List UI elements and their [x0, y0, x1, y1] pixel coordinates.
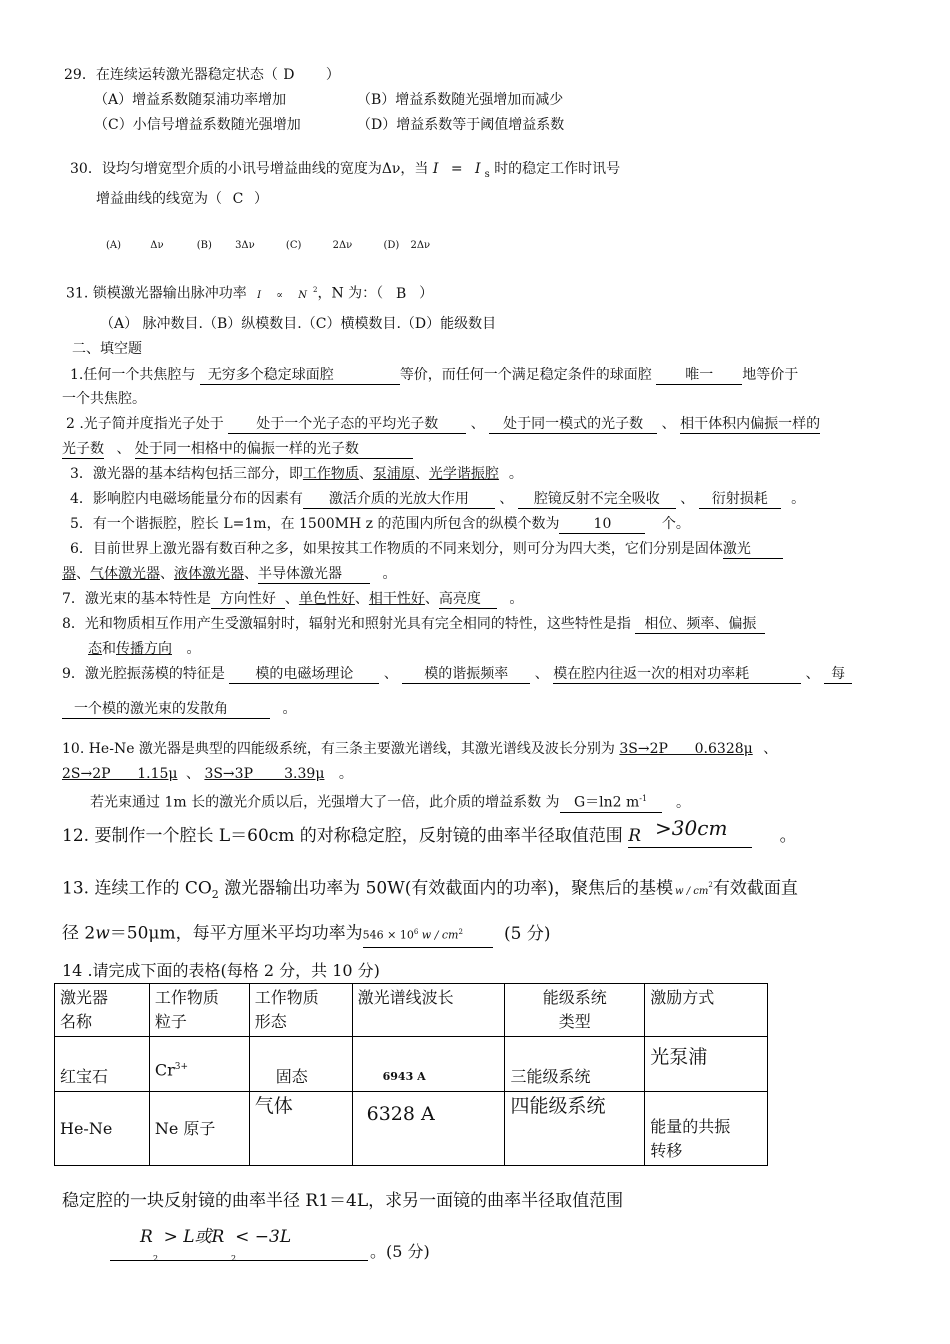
fill-9-answer-1: 模的电磁场理论: [229, 665, 379, 684]
fill-6-text: 6．目前世界上激光器有数百种之多，如果按其工作物质的不同来划分，则可分为四大类，它们分别是固体: [70, 541, 723, 557]
q30-stem-line2: [96, 190, 268, 208]
fill-13-sub: 2: [211, 888, 219, 902]
table-cell: 6943 A: [352, 1037, 505, 1092]
table-cell: He-Ne: [55, 1092, 150, 1166]
fill-11-end: 。: [676, 794, 690, 811]
q30-option-c-value: 2Δν: [332, 240, 353, 251]
fill-10-end: 。: [338, 766, 353, 782]
fill-15-answer: [140, 1226, 291, 1248]
fill-2-answer-3: 相干体积内偏振一样的: [680, 416, 821, 432]
fill-9-answer-3: 模在腔内往返一次的相对功率耗: [553, 665, 801, 684]
fill-10-answer-1: 3S→2P 0.6328μ: [619, 741, 753, 757]
fill-12-answer: >30cm: [655, 816, 728, 840]
fill-8-answer-1: 相位、频率、偏振: [635, 615, 765, 634]
fill-6-end: 。: [382, 566, 397, 582]
fill-2-line2: [62, 440, 413, 459]
table-header-cell: 激励方式: [645, 984, 768, 1037]
fill-13-line2: [62, 921, 551, 948]
fill-4-sep-2: 、: [680, 491, 695, 507]
q31-stem: [66, 281, 433, 305]
q29-stem-text: 29．在连续运转激光器稳定状态（: [64, 67, 278, 83]
fill-13-w: w: [95, 923, 110, 944]
table-cell: [149, 1037, 249, 1092]
table-cell: 光泵浦: [645, 1037, 768, 1092]
fill-3: [70, 465, 523, 483]
table-cell: 红宝石: [55, 1037, 150, 1092]
fill-9-end: 。: [282, 701, 297, 717]
fill-15-answer-text: R > L或R < −3L: [140, 1227, 292, 1247]
table-cell: 四能级系统: [505, 1092, 645, 1166]
fill-15-sub-1: 2: [153, 1254, 159, 1263]
q30-option-a-label: (A): [106, 240, 122, 251]
fill-2-sep-3: 、: [116, 441, 131, 457]
fill-4-answer-3: 衍射损耗: [699, 490, 781, 509]
fill-2-answer-1: 处于一个光子态的平均光子数: [228, 415, 466, 434]
fill-11: [90, 790, 690, 813]
q30-stem-text: 30．设均匀增宽型介质的小讯号增益曲线的宽度为Δν，当: [70, 161, 429, 177]
fill-1-text: 1.任何一个共焦腔与: [70, 367, 196, 383]
fill-6-answer-2: 气体激光器: [90, 566, 160, 582]
fill-7-answer-2: 单色性好: [298, 591, 355, 607]
fill-6-answer-1: 激光: [723, 540, 783, 559]
fill-9-blank-lead: [62, 718, 74, 719]
q31-mid: ，N 为：（: [317, 285, 384, 302]
fill-2: [66, 415, 820, 434]
section-heading: 二、填空题: [72, 341, 142, 357]
fill-2-answer-4: 处于同一相格中的偏振一样的光子数: [135, 440, 413, 459]
q30-answer: C: [232, 191, 244, 207]
fill-5-answer: 10: [559, 515, 645, 534]
fill-10-text: 10. He-Ne 激光器是典型的四能级系统，有三条主要激光谱线，其激光谱线及波长分别为: [62, 741, 615, 757]
fill-11-answer-wrap: [560, 790, 662, 813]
fill-6-answer-1b: 器: [62, 566, 76, 582]
table-row: [55, 1037, 768, 1092]
fill-8-answer-2: 传播方向: [116, 641, 172, 657]
q29-option-d: （D）增益系数等于阈值增益系数: [357, 117, 565, 133]
fill-10-answer-3: 3S→3P 3.39μ: [204, 766, 325, 782]
q30-condition-sub: s: [484, 168, 490, 180]
q31-stem-text: 31. 锁模激光器输出脉冲功率: [66, 285, 247, 302]
fill-5-end: 个。: [661, 516, 690, 532]
fill-9-sep-2: 、: [534, 666, 549, 682]
fill-7-sep-1: 、: [284, 591, 299, 607]
table-cell: 固态: [249, 1037, 352, 1092]
fill-13-answer-unit-sup: 2: [458, 928, 463, 936]
fill-8-line2: [88, 640, 200, 658]
fill-15-sub-2: 2: [231, 1254, 237, 1263]
fill-11-answer-sup: -1: [639, 794, 648, 803]
fill-15-end: 。(5 分): [370, 1242, 430, 1261]
q30-option-b-value: 3Δν: [235, 240, 255, 251]
fill-1-text-3: 地等价于: [742, 367, 799, 383]
table-header-cell: 能级系统 类型: [505, 984, 645, 1037]
q30-options: [106, 237, 430, 255]
q29-option-a: （A）增益系数随泵浦功率增加: [94, 92, 287, 108]
table-row: [55, 1092, 768, 1166]
fill-2-answer-3b: 光子数: [62, 441, 104, 457]
fill-14-title: 14 .请完成下面的表格(每格 2 分，共 10 分): [62, 961, 380, 980]
fill-9-answer-4b: 一个模的激光束的发散角: [74, 700, 270, 719]
q31-answer: B: [396, 285, 407, 302]
q30-condition: I = I: [432, 161, 485, 177]
fill-2-answer-2: 处于同一模式的光子数: [489, 415, 657, 434]
fill-12-end: 。: [779, 826, 797, 846]
fill-9-text: 9．激光腔振荡模的特征是: [62, 666, 225, 682]
fill-7-sep-2: 、: [354, 591, 369, 607]
fill-11-text: 若光束通过 1m 长的激光介质以后，光强增大了一倍，此介质的增益系数 为: [90, 794, 560, 811]
fill-8-text: 8．光和物质相互作用产生受激辐射时，辐射光和照射光具有完全相同的特性，这些特性是指: [62, 616, 631, 632]
fill-5-text: 5．有一个谐振腔，腔长 L=1m，在 1500MH z 的范围内所包含的纵模个数为: [70, 516, 560, 532]
fill-4: [70, 490, 805, 509]
fill-9-sep-3: 、: [805, 666, 820, 682]
fill-13-unit-sup: 2: [708, 881, 713, 889]
fill-11-answer: G＝ln2 m: [573, 794, 640, 811]
fill-10-sep-1: 、: [763, 741, 778, 757]
table-cell: 6328 A: [352, 1092, 505, 1166]
fill-13-score: (5 分): [504, 923, 551, 944]
q29-close: ）: [325, 67, 340, 83]
fill-13-text-3: 有效截面直: [712, 878, 798, 899]
table-header-cell: 工作物质 形态: [249, 984, 352, 1037]
fill-7-answer-3: 相干性好: [368, 591, 425, 607]
fill-8: [62, 615, 765, 634]
q30-stem-text-3: 增益曲线的线宽为（: [96, 191, 222, 207]
fill-4-text: 4．影响腔内电磁场能量分布的因素有: [70, 491, 303, 507]
fill-7-answer-4: 高亮度: [439, 590, 497, 609]
fill-3-text: 3．激光器的基本结构包括三部分，即: [70, 466, 303, 482]
fill-6-line2: [62, 565, 396, 584]
fill-3-answer-1: 工作物质: [302, 466, 359, 482]
fill-12-answer-wrap: [628, 816, 752, 848]
fill-9-sep-1: 、: [383, 666, 398, 682]
table-header-cell: 激光谱线波长: [352, 984, 505, 1037]
fill-9-answer-2: 模的谐振频率: [402, 665, 530, 684]
fill-13: [62, 874, 798, 906]
q29-answer: D: [283, 67, 295, 83]
q30-stem: [70, 160, 620, 184]
fill-4-sep-1: 、: [499, 491, 514, 507]
fill-13-line2-text: 径 2: [62, 923, 96, 944]
fill-2-text: 2 .光子简并度指光子处于: [66, 416, 224, 432]
fill-1-answer-2: 唯一: [656, 366, 742, 385]
table-header-cell: 激光器 名称: [55, 984, 150, 1037]
fill-9-line2: [74, 700, 296, 719]
fill-1: [70, 366, 798, 385]
fill-7-end: 。: [509, 591, 524, 607]
q29-option-b: （B）增益系数随光强增加而减少: [357, 92, 564, 108]
fill-13-answer-unit: w / cm: [421, 928, 459, 942]
q29-stem: [64, 66, 340, 84]
q30-close: ）: [254, 191, 268, 207]
fill-1-answer-1: 无穷多个稳定球面腔: [200, 366, 400, 385]
table-cell: 能量的共振 转移: [645, 1092, 768, 1166]
fill-13-answer-wrap: [363, 921, 493, 948]
fill-6-sep-1: 、: [76, 566, 90, 582]
q30-stem-text-2: 时的稳定工作时讯号: [494, 161, 621, 177]
fill-15: 稳定腔的一块反射镜的曲率半径 R1＝4L，求另一面镜的曲率半径取值范围: [62, 1191, 624, 1211]
fill-4-end: 。: [791, 491, 806, 507]
fill-6-sep-3: 、: [244, 566, 258, 582]
q31-formula-sup: 2: [313, 286, 318, 294]
fill-13-answer-sup: 6: [413, 928, 419, 936]
fill-3-answer-2: 泵浦原: [372, 466, 415, 482]
fill-6-answer-3: 液体激光器: [174, 566, 244, 582]
fill-13-answer: 546 × 10: [362, 928, 414, 942]
fill-7: [62, 590, 523, 609]
table-cell: Ne 原子: [149, 1092, 249, 1166]
fill-5: [70, 515, 690, 534]
fill-13-line2-text-2: ＝50μm，每平方厘米平均功率为: [109, 923, 363, 944]
q30-option-d-label: (D): [383, 240, 400, 251]
fill-7-answer-1: 方向性好: [211, 590, 285, 609]
q31-close: ）: [419, 285, 434, 302]
fill-4-answer-2: 腔镜反射不完全吸收: [518, 490, 676, 509]
q30-option-c-label: (C): [285, 240, 302, 251]
fill-3-end: 。: [508, 466, 523, 482]
table-header-row: [55, 984, 768, 1037]
fill-7-text: 7．激光束的基本特性是: [62, 591, 211, 607]
q31-options: （A） 脉冲数目.（B）纵模数目.（C）横模数目.（D）能级数目: [100, 316, 497, 332]
table-cell: 三能级系统: [505, 1037, 645, 1092]
q30-option-d-value: 2Δν: [410, 240, 431, 251]
table-header-cell: 工作物质 粒子: [149, 984, 249, 1037]
fill-2-sep-2: 、: [661, 416, 676, 432]
fill-6: [70, 540, 783, 559]
fill-1-line2: 一个共焦腔。: [62, 391, 146, 407]
cr-sup: 3+: [174, 1062, 189, 1072]
fill-8-and: 和: [102, 641, 116, 657]
fill-12: [62, 816, 797, 848]
table-cell: 气体: [249, 1092, 352, 1166]
fill-6-sep-2: 、: [160, 566, 174, 582]
fill-3-sep-1: 、: [358, 466, 373, 482]
q31-formula: I ∝ N: [257, 289, 313, 301]
q30-option-a-value: Δν: [150, 240, 164, 251]
fill-15-blank: [110, 1260, 368, 1261]
fill-13-text-2: 激光器输出功率为 50W(有效截面内的功率)，聚焦后的基模: [218, 878, 673, 899]
fill-3-sep-2: 、: [414, 466, 429, 482]
fill-10-answer-2: 2S→2P 1.15μ: [62, 766, 178, 782]
fill-9-answer-4: 每: [824, 665, 852, 684]
fill-1-text-2: 等价，而任何一个满足稳定条件的球面腔: [399, 367, 652, 383]
q29-option-c: （C）小信号增益系数随光强增加: [94, 117, 301, 133]
fill-8-answer-1b: 态: [88, 641, 102, 657]
fill-8-end: 。: [186, 641, 201, 657]
fill-10-line2: [62, 765, 353, 783]
fill-13-text: 13. 连续工作的 CO: [62, 878, 212, 899]
fill-12-text: 12. 要制作一个腔长 L＝60cm 的对称稳定腔，反射镜的曲率半径取值范围: [62, 826, 623, 846]
fill-10-sep-2: 、: [185, 766, 200, 782]
fill-13-unit: w / cm: [674, 885, 709, 897]
cr-text: Cr: [154, 1060, 175, 1080]
fill-4-answer-1: 激活介质的光放大作用: [303, 490, 495, 509]
fill-3-answer-3: 光学谐振腔: [428, 466, 499, 482]
fill-6-answer-4: 半导体激光器: [258, 565, 370, 584]
fill-12-r: R: [628, 826, 642, 846]
fill-10: [62, 740, 777, 758]
laser-table: [54, 983, 768, 1166]
q30-option-b-label: (B): [196, 240, 212, 251]
fill-9: [62, 665, 852, 684]
fill-2-sep-1: 、: [470, 416, 485, 432]
fill-7-sep-3: 、: [424, 591, 439, 607]
